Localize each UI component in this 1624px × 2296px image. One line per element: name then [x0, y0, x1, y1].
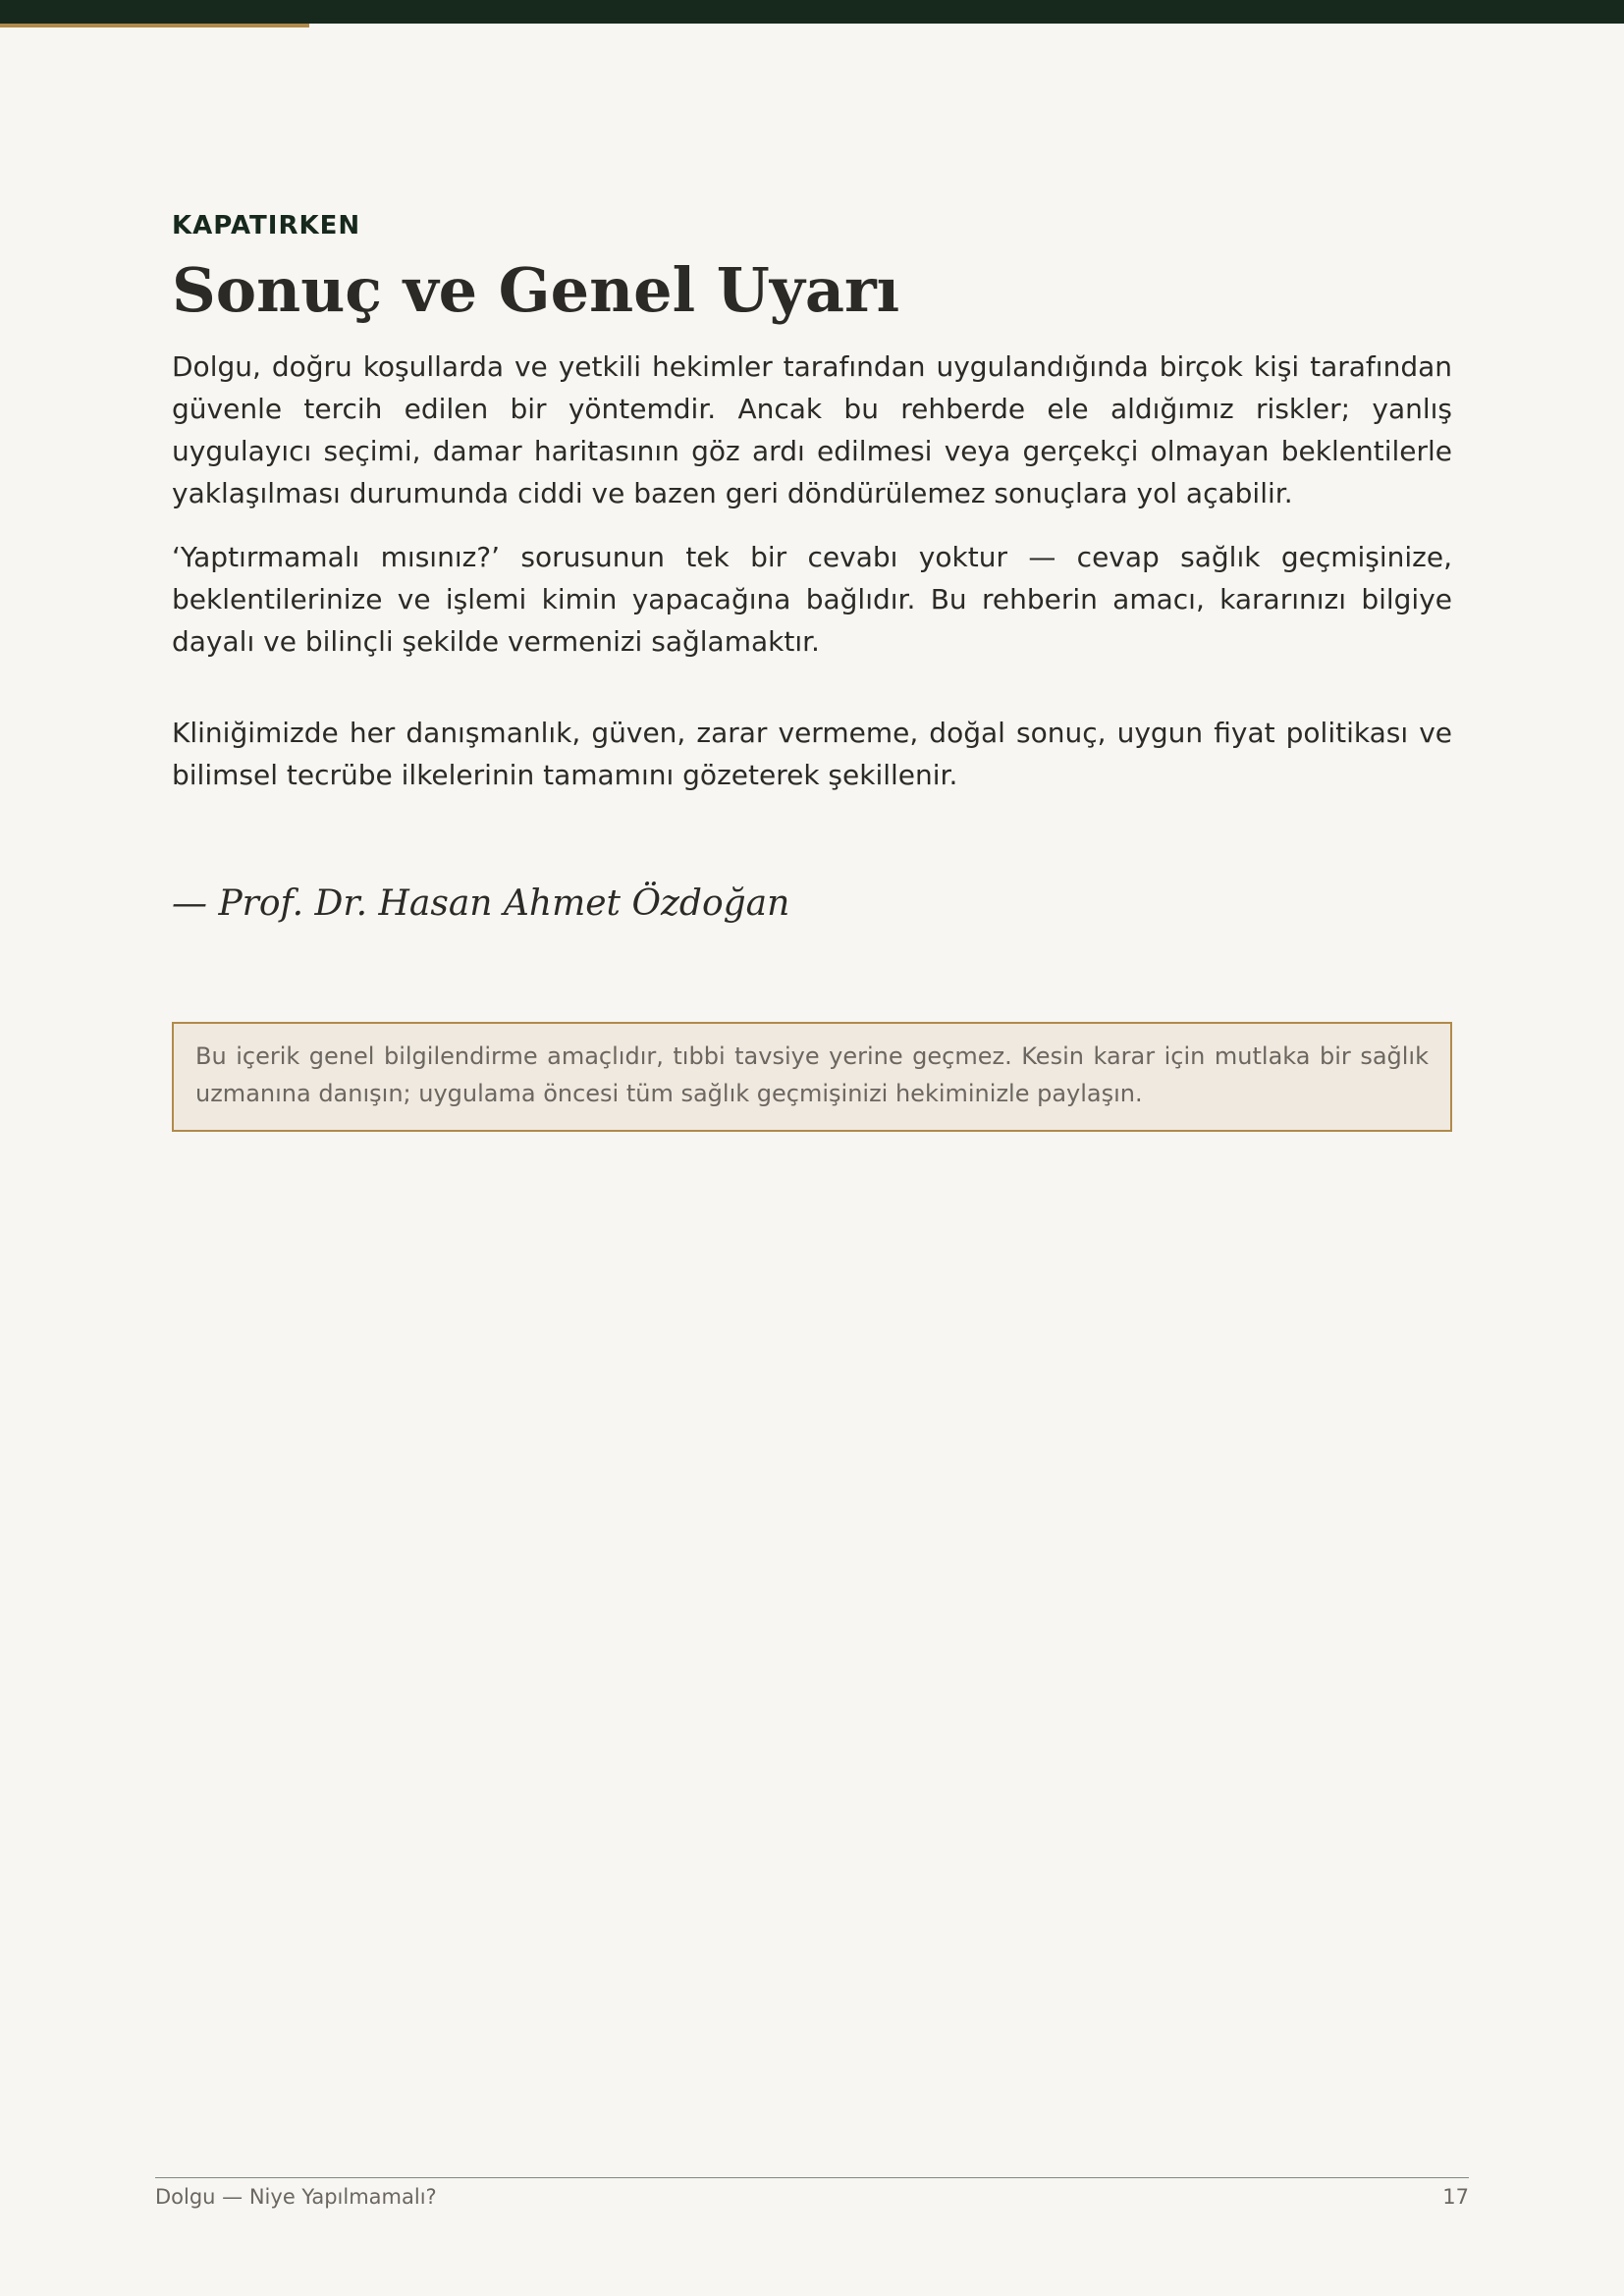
page-content: [172, 208, 1452, 1132]
top-accent-line: [0, 24, 309, 27]
disclaimer-text: Bu içerik genel bilgilendirme amaçlıdır, tıbbi tavsiye yerine geçmez. Kesin karar için mutlaka bir sağlık uzmanına danışın; uygulama öncesi tüm sağlık geçmişinizi hekiminizle paylaşın.: [195, 1042, 1429, 1107]
footer-divider: [155, 2177, 1469, 2178]
top-header-bar: [0, 0, 1624, 24]
section-kicker: KAPATIRKEN: [172, 211, 361, 240]
page-title: Sonuç ve Genel Uyarı: [172, 254, 900, 326]
body-paragraph-3: Kliniğimizde her danışmanlık, güven, zarar vermeme, doğal sonuç, uygun fiyat politikası ve bilimsel tecrübe ilkelerinin tamamını gözeterek şekillenir.: [172, 717, 1452, 791]
author-signature: — Prof. Dr. Hasan Ahmet Özdoğan: [172, 883, 790, 924]
footer-document-title: Dolgu — Niye Yapılmamalı?: [155, 2185, 437, 2209]
body-paragraph-2: ‘Yaptırmamalı mısınız?’ sorusunun tek bir cevabı yoktur — cevap sağlık geçmişinize, beklentilerinize ve işlemi kimin yapacağına bağlıdır. Bu rehberin amacı, kararınızı bilgiye dayalı ve bilinçli şekilde vermenizi sağlamaktır.: [172, 541, 1452, 658]
footer-page-number: 17: [1442, 2185, 1469, 2209]
disclaimer-box: [172, 1022, 1452, 1132]
body-paragraph-1: Dolgu, doğru koşullarda ve yetkili hekimler tarafından uygulandığında birçok kişi tarafından güvenle tercih edilen bir yöntemdir. Ancak bu rehberde ele aldığımız riskler; yanlış uygulayıcı seçimi, damar haritasının göz ardı edilmesi veya gerçekçi olmayan beklentilerle yaklaşılması durumunda ciddi ve bazen geri döndürülemez sonuçlara yol açabilir.: [172, 350, 1452, 509]
